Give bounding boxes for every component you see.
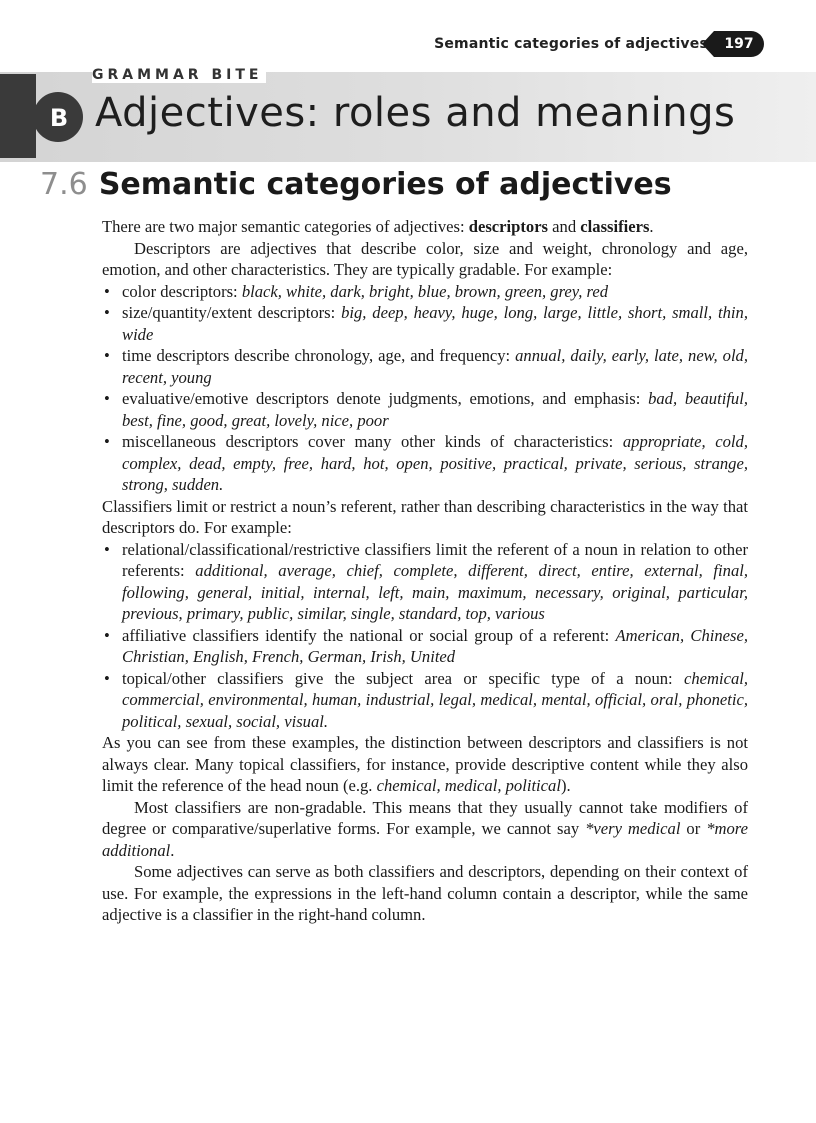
running-title: Semantic categories of adjectives — [434, 36, 708, 52]
bullet-icon: • — [104, 668, 110, 688]
banner-dark-block — [0, 74, 36, 158]
term-descriptors: descriptors — [468, 217, 549, 236]
list-item: • time descriptors describe chronology, age, and frequency: annual, daily, early, late, new, old, recent, young — [104, 346, 748, 387]
list-item: • relational/classificational/restrictive classifiers limit the referent of a noun in relation to other referents: additional, average, chief, complete, different, direct, entire, external, final, following, general, initial, internal, left, main, maximum, necessary, original, particular, previous, primary, public, similar, single, standard, top, various — [104, 539, 748, 623]
section-heading — [40, 167, 672, 202]
page-number-tab: 197 — [714, 31, 764, 57]
bullet-icon: • — [104, 346, 110, 365]
intro-paragraph: There are two major semantic categories of adjectives: descriptors and classifiers. — [102, 217, 654, 236]
list-item: • color descriptors: black, white, dark, bright, blue, brown, green, grey, red — [104, 281, 609, 301]
list-item: • topical/other classifiers give the subject area or specific type of a noun: chemical, commercial, environmental, human, industrial, legal, medical, mental, official, oral, phonetic, political, sexual, social, visual. — [104, 668, 748, 731]
list-item: • affiliative classifiers identify the national or social group of a referent: American, Chinese, Christian, English, French, German, Irish, United — [104, 625, 748, 666]
body-text — [102, 216, 748, 926]
list-item: • size/quantity/extent descriptors: big, deep, heavy, huge, long, large, little, short, small, thin, wide — [104, 303, 748, 344]
dual-role-paragraph: Some adjectives can serve as both classifiers and descriptors, depending on their context of use. For example, the expressions in the left-hand column contain a descriptor, while the same adjective is a classifier in the right-hand column. — [102, 862, 748, 924]
bullet-icon: • — [104, 432, 110, 451]
classifiers-paragraph: Classifiers limit or restrict a noun’s referent, rather than describing characteristics in the way that descriptors do. For example: — [102, 496, 748, 537]
chapter-title: Adjectives: roles and meanings — [95, 90, 736, 136]
bullet-icon: • — [104, 303, 110, 322]
bullet-icon: • — [104, 389, 110, 408]
descriptor-list — [102, 281, 748, 496]
classifier-list — [102, 539, 748, 733]
bullet-icon: • — [104, 539, 110, 559]
non-gradable-paragraph: Most classifiers are non-gradable. This means that they usually cannot take modifiers of degree or comparative/superlative forms. For example, we cannot say *very medical or *more additional. — [102, 797, 748, 860]
list-item: • miscellaneous descriptors cover many other kinds of characteristics: appropriate, cold, complex, dead, empty, free, hard, hot, open, positive, practical, private, serious, strange, strong, sudden. — [104, 432, 748, 494]
descriptors-paragraph: Descriptors are adjectives that describe color, size and weight, chronology and age, emotion, and other characteristics. They are typically gradable. For example: — [102, 238, 748, 279]
list-item: • evaluative/emotive descriptors denote judgments, emotions, and emphasis: bad, beautiful, best, fine, good, great, lovely, nice, poor — [104, 389, 748, 430]
distinction-paragraph: As you can see from these examples, the distinction between descriptors and classifiers is not always clear. Many topical classifiers, for instance, provide descriptive content while they also limit the reference of the head noun (e.g. chemical, medical, political). — [102, 733, 748, 795]
grammar-bite-label: GRAMMAR BITE — [92, 67, 266, 83]
term-classifiers: classifiers — [580, 217, 650, 236]
bullet-icon: • — [104, 625, 110, 645]
bullet-icon: • — [104, 281, 110, 301]
banner-letter: B — [49, 104, 69, 132]
running-header — [434, 30, 764, 58]
section-title: Semantic categories of adjectives — [98, 167, 672, 202]
section-number: 7.6 — [40, 167, 88, 202]
